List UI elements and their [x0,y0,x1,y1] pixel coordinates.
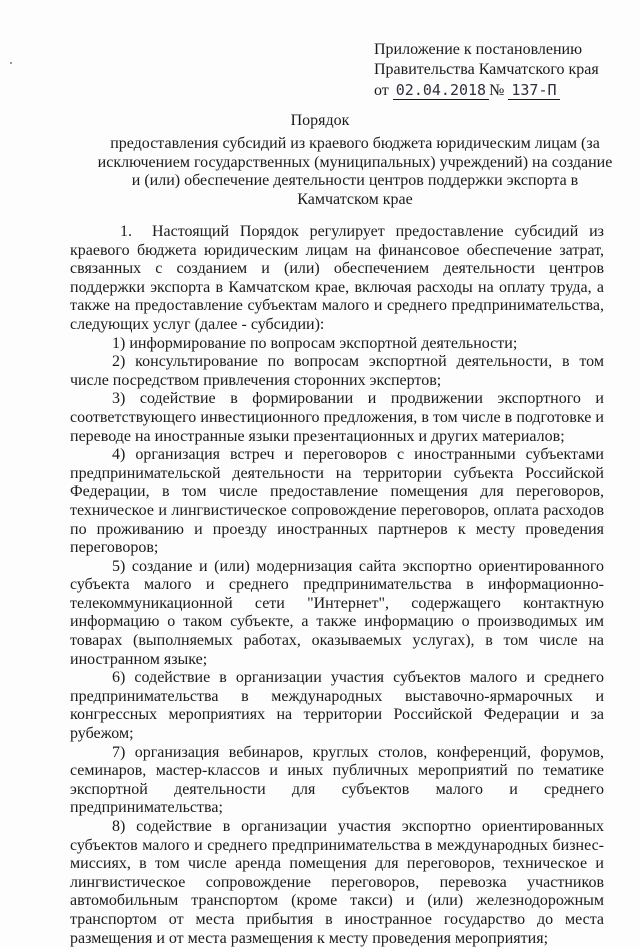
date-prefix: от [374,82,389,99]
appendix-date-line [374,80,624,101]
appendix-line-2: Правительства Камчатского края [374,61,599,78]
document-title: Порядок [290,112,350,129]
decree-date: 02.04.2018 [393,81,489,100]
paragraph-1-text: Настоящий Порядок регулирует предоставление субсидий из краевого бюджета юридическим лицам на финансовое обеспечение затрат, связанных с созданием и (или) обеспечением деятельности центров поддержки экспорта в Камчатском крае, включая расходы на оплату труда, а также на предоставление субъектам малого и среднего предпринимательства, следующих услуг (далее - субсидии): [70,223,604,333]
appendix-header [374,40,624,101]
list-item-7: 7) организация вебинаров, круглых столов, конференций, форумов, семинаров, мастер-классов и иных публичных мероприятий по тематике экспортной деятельности для субъектов малого и среднего предпринимательства; [70,743,604,817]
decree-number: 137-П [508,81,559,100]
list-item-6: 6) содействие в организации участия субъектов малого и среднего предпринимательства в международных выставочно-ярмарочных и конгрессных мероприятиях на территории Российской Федерации и за рубежом; [70,669,604,743]
appendix-line-1: Приложение к постановлению [374,41,583,58]
list-item-8: 8) содействие в организации участия экспортно ориентированных субъектов малого и среднего предпринимательства в международных бизнес-миссиях, в том числе аренда помещения для переговоров, техническое и лингвистическое сопровождение переговоров, перевозка участников автомобильным транспортом (кроме такси) и (или) железнодорожным транспортом от места прибытия в иностранное государство до места размещения и от места размещения к месту проведения мероприятия; [70,818,604,947]
list-item-3: 3) содействие в формировании и продвижении экспортного и соответствующего инвестиционного предложения, в том числе в подготовке и переводе на иностранные языки презентационных и других материалов; [70,390,604,445]
list-item-2: 2) консультирование по вопросам экспортной деятельности, в том числе посредством привлечения сторонних экспертов; [70,353,604,389]
scan-speck [10,62,12,64]
paragraph-number: 1. [120,223,132,240]
list-item-5: 5) создание и (или) модернизация сайта экспортно ориентированного субъекта малого и среднего предпринимательства в информационно-телекоммуникационной сети "Интернет", содержащего контактную информацию о таком субъекте, а также информацию о производимых им товарах (выполняемых работах, оказываемых услугах), в том числе на иностранном языке; [70,557,604,668]
list-item-1: 1) информирование по вопросам экспортной деятельности; [112,334,518,352]
list-item-4: 4) организация встреч и переговоров с иностранными субъектами предпринимательской деятельности на территории субъекта Российской Федерации, в том числе предоставление помещения для переговоров, техническое и лингвистическое сопровождение переговоров, оплата расходов по проживанию и проезду иностранных партнеров к месту проведения переговоров; [70,446,604,557]
document-body [70,223,604,948]
number-sign: № [489,82,505,99]
paragraph-1 [70,223,604,335]
document-subtitle: предоставления субсидий из краевого бюджета юридическим лицам (за исключением государственных (муниципальных) учреждений) на создание и (или) обеспечение деятельности центров поддержки экспорта в Камчатском крае [97,135,613,208]
